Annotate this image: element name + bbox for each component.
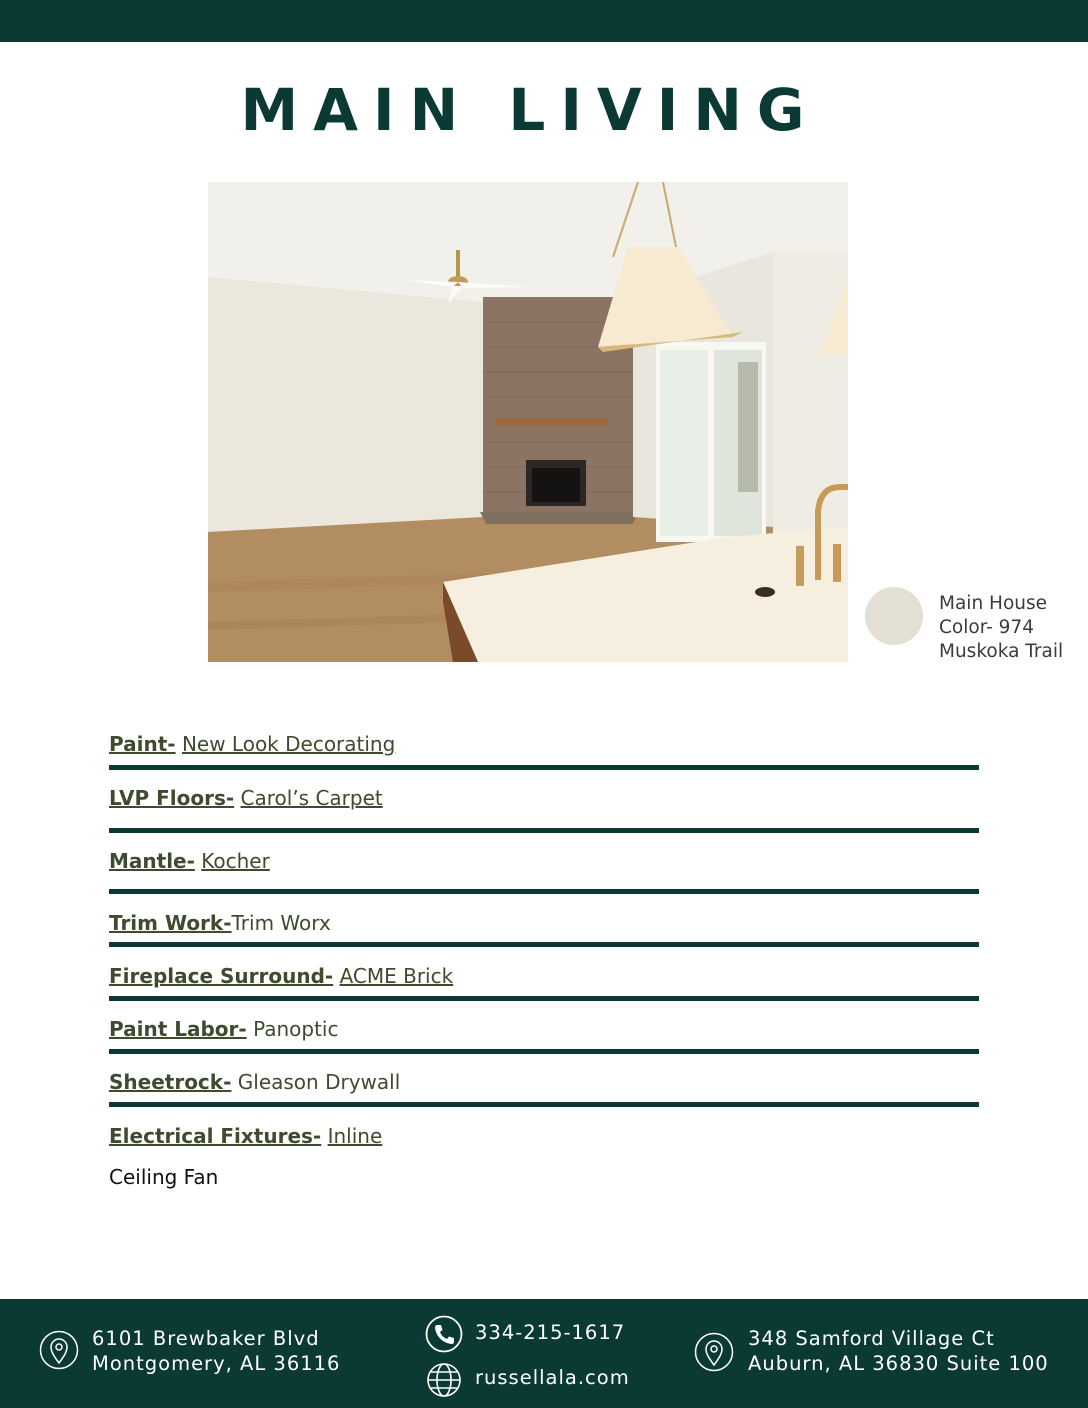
spec-value[interactable]: New Look Decorating: [181, 732, 396, 756]
spec-value: Panoptic: [253, 1017, 339, 1041]
divider: [109, 1102, 979, 1107]
divider: [109, 765, 979, 770]
phone-icon: [425, 1315, 463, 1353]
address-line1: 348 Samford Village Ct: [748, 1327, 995, 1350]
footer: [0, 1299, 1088, 1408]
page-title: MAIN LIVING: [240, 76, 820, 144]
spec-row-mantle: [109, 848, 979, 874]
spec-row-sheetrock: [109, 1069, 979, 1095]
spec-label[interactable]: LVP Floors-: [109, 786, 235, 810]
spec-value: Gleason Drywall: [237, 1070, 401, 1094]
spec-value[interactable]: ACME Brick: [339, 964, 454, 988]
spec-label[interactable]: Fireplace Surround-: [109, 964, 334, 988]
spec-value: Trim Worx: [231, 911, 331, 935]
paint-color-line3: Muskoka Trail: [939, 641, 1064, 662]
ceiling-fan-note: Ceiling Fan: [109, 1165, 219, 1189]
spec-label[interactable]: Trim Work-: [109, 911, 232, 935]
spec-row-trim-work: [109, 910, 979, 936]
auburn-address: [748, 1326, 1049, 1376]
divider: [109, 828, 979, 833]
paint-color-swatch: [865, 587, 923, 645]
paint-color-label: [939, 592, 1088, 664]
divider: [109, 889, 979, 894]
address-line2: Montgomery, AL 36116: [92, 1352, 341, 1375]
spec-label[interactable]: Paint Labor-: [109, 1017, 247, 1041]
living-room-photo: [208, 182, 848, 662]
website-link[interactable]: russellala.com: [475, 1366, 630, 1389]
paint-color-line1: Main House: [939, 593, 1048, 614]
spec-row-paint: [109, 731, 979, 757]
spec-value[interactable]: Kocher: [201, 849, 270, 873]
location-pin-icon: [694, 1332, 734, 1372]
spec-label[interactable]: Electrical Fixtures-: [109, 1124, 322, 1148]
globe-icon: [426, 1362, 462, 1398]
address-line1: 6101 Brewbaker Blvd: [92, 1327, 320, 1350]
spec-value[interactable]: Inline: [327, 1124, 383, 1148]
spec-label[interactable]: Mantle-: [109, 849, 195, 873]
spec-row-fireplace-surround: [109, 963, 979, 989]
paint-color-line2: Color- 974: [939, 617, 1034, 638]
spec-row-paint-labor: [109, 1016, 979, 1042]
top-band: [0, 0, 1088, 42]
divider: [109, 996, 979, 1001]
spec-label[interactable]: Paint-: [109, 732, 176, 756]
montgomery-address: [92, 1326, 340, 1376]
spec-row-lvp-floors: [109, 785, 979, 811]
phone-number[interactable]: 334-215-1617: [475, 1321, 626, 1344]
location-pin-icon: [39, 1330, 79, 1370]
spec-row-electrical-fixtures: [109, 1123, 979, 1149]
address-line2: Auburn, AL 36830 Suite 100: [748, 1352, 1049, 1375]
spec-value[interactable]: Carol’s Carpet: [240, 786, 383, 810]
spec-label[interactable]: Sheetrock-: [109, 1070, 232, 1094]
divider: [109, 1049, 979, 1054]
divider: [109, 942, 979, 947]
